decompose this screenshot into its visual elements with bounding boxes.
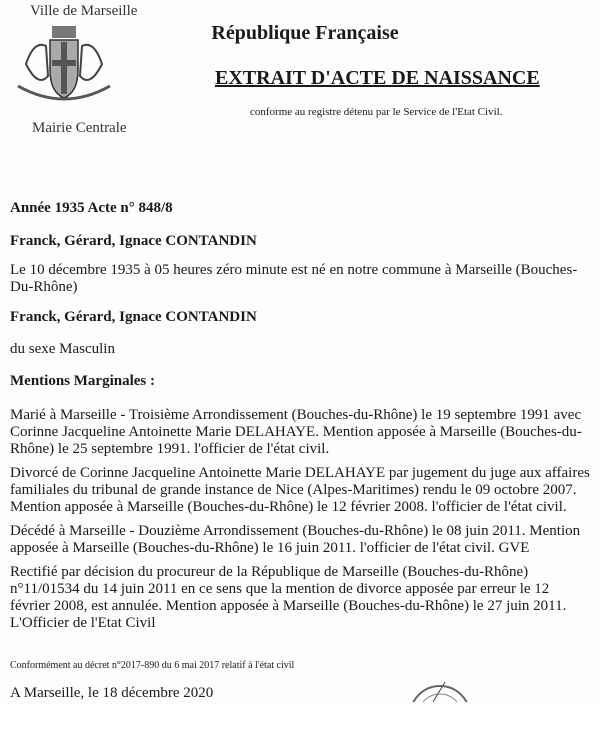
mention-rectification: Rectifié par décision du procureur de la République de Marseille (Bouches-du-Rhône) n°11/01534 du 14 juin 2011 en ce sens que la mention de divorce apposée par erreur le 12 février 2008, est annulée. Mention apposée à Marseille (Bouches-du-Rhône) le 27 juin 2011. L'Officier de l'Etat Civil [10,564,567,631]
mention-death: Décédé à Marseille - Douzième Arrondissement (Bouches-du-Rhône) le 08 juin 2011. Mention apposée à Marseille (Bouches-du-Rhône) le 16 juin 2011. l'officier de l'état civil. GVE [10,523,581,556]
person-name: Franck, Gérard, Ignace CONTANDIN [10,309,257,325]
official-stamp-icon [405,682,475,702]
mentions-heading: Mentions Marginales : [10,373,155,389]
coat-of-arms-icon [14,24,114,116]
place-date: A Marseille, le 18 décembre 2020 [10,685,214,701]
decree-note: Conformément au décret n°2017-890 du 6 mai 2017 relatif à l'état civil [10,660,295,671]
document-subtitle: conforme au registre détenu par le Service de l'Etat Civil. [250,106,503,118]
mention-marriage: Marié à Marseille - Troisième Arrondissement (Bouches-du-Rhône) le 19 septembre 1991 avec Corinne Jacqueline Antoinette Marie DELAHAYE. Mention apposée à Marseille (Bouches-du-Rhône) le 25 septembre 1991. l'officier de l'état civil. [10,407,582,457]
act-number: Année 1935 Acte n° 848/8 [10,200,173,216]
document-header [0,0,600,200]
republic-heading: République Française [211,22,399,44]
signature-row [10,682,590,702]
mention-divorce: Divorcé de Corinne Jacqueline Antoinette Marie DELAHAYE par jugement du juge aux affaires familiales du tribunal de grande instance de Nice (Alpes-Maritimes) rendu le 09 octobre 2007. Mention apposée à Marseille (Bouches-du-Rhône) le 12 février 2008. l'officier de l'état civil. [10,465,590,515]
document-title: EXTRAIT D'ACTE DE NAISSANCE [215,67,540,89]
name-heading: Franck, Gérard, Ignace CONTANDIN [10,233,257,249]
sex: du sexe Masculin [10,341,115,357]
city-name: Ville de Marseille [30,3,138,19]
birth-text: Le 10 décembre 1935 à 05 heures zéro minute est né en notre commune à Marseille (Bouches-Du-Rhône) [10,262,578,295]
office-name: Mairie Centrale [32,120,127,136]
